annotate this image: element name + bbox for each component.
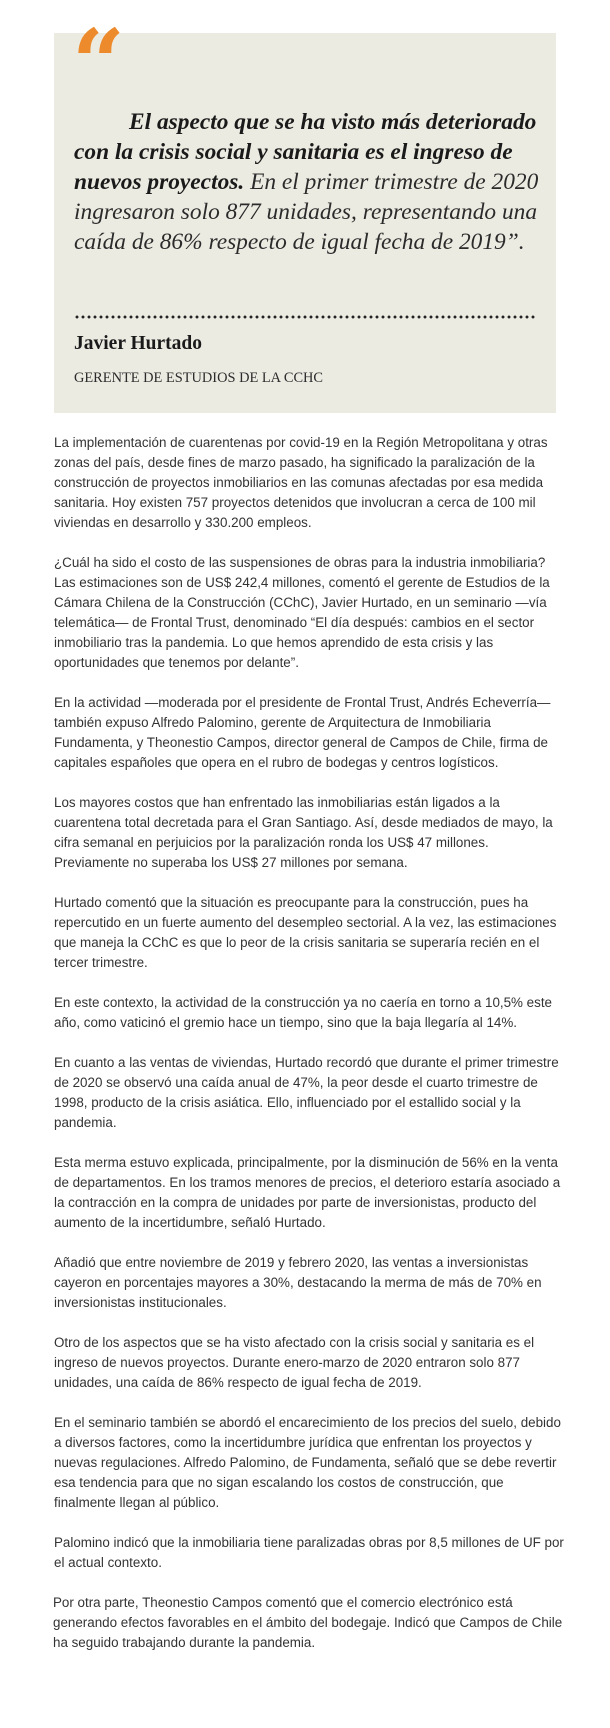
- article-paragraph: Por otra parte, Theonestio Campos comentó que el comercio electrónico está generando efectos favorables en el ámbito del bodegaje. Indicó que Campos de Chile ha seguido trabajando durante la pandemia.: [53, 1595, 563, 1650]
- article-paragraph: Esta merma estuvo explicada, principalmente, por la disminución de 56% en la venta de departamentos. En los tramos menores de precios, el deterioro estaría asociado a la contracción en la compra de unidades por parte de inversionistas, producto del aumento de la incertidumbre, señaló Hurtado.: [54, 1155, 561, 1230]
- dotted-divider: [74, 315, 536, 319]
- article-body: [54, 433, 564, 1673]
- quote-author-title: GERENTE DE ESTUDIOS DE LA CCHC: [74, 370, 324, 386]
- article-paragraph: Añadió que entre noviembre de 2019 y febrero 2020, las ventas a inversionistas cayeron en porcentajes mayores a 30%, destacando la merma de más de 70% en inversionistas institucionales.: [54, 1255, 542, 1310]
- article-paragraph: En la actividad —moderada por el presidente de Frontal Trust, Andrés Echeverría— también expuso Alfredo Palomino, gerente de Arquitectura de Inmobiliaria Fundamenta, y Theonestio Campos, director general de Campos de Chile, firma de capitales españoles que opera en el rubro de bodegas y centros logísticos.: [54, 695, 551, 770]
- quote-open-icon: “: [72, 9, 125, 117]
- article-paragraph: Otro de los aspectos que se ha visto afectado con la crisis social y sanitaria es el ingreso de nuevos proyectos. Durante enero-marzo de 2020 entraron solo 877 unidades, una caída de 86% respecto de igual fecha de 2019.: [54, 1335, 535, 1390]
- article-paragraph: Hurtado comentó que la situación es preocupante para la construcción, pues ha repercutido en un fuerte aumento del desempleo sectorial. A la vez, las estimaciones que maneja la CChC es que lo peor de la crisis sanitaria se superaría recién en el tercer trimestre.: [54, 895, 557, 970]
- article-paragraph: La implementación de cuarentenas por covid-19 en la Región Metropolitana y otras zonas del país, desde fines de marzo pasado, ha significado la paralización de la construcción de proyectos inmobiliarios en las comunas afectadas por esa medida sanitaria. Hoy existen 757 proyectos detenidos que involucran a cerca de 100 mil viviendas en desarrollo y 330.200 empleos.: [54, 435, 548, 530]
- quote-author-name: Javier Hurtado: [74, 333, 203, 354]
- quote-text: [74, 107, 542, 257]
- article-paragraph: Los mayores costos que han enfrentado las inmobiliarias están ligados a la cuarentena total decretada para el Gran Santiago. Así, desde mediados de mayo, la cifra semanal en perjuicios por la paralización ronda los US$ 47 millones. Previamente no superaba los US$ 27 millones por semana.: [54, 795, 553, 870]
- quote-italic-text: En el primer trimestre de 2020 ingresaron solo 877 unidades, representando una caída de 86% respecto de igual fecha de 2019”.: [74, 169, 539, 255]
- quote-bold-text: El aspecto que se ha visto más deteriorado con la crisis social y sanitaria es el ingreso de nuevos proyectos.: [74, 109, 537, 195]
- article-paragraph: Palomino indicó que la inmobiliaria tiene paralizadas obras por 8,5 millones de UF por el actual contexto.: [54, 1535, 564, 1570]
- article-paragraph: En el seminario también se abordó el encarecimiento de los precios del suelo, debido a diversos factores, como la incertidumbre jurídica que enfrentan los proyectos y nuevas regulaciones. Alfredo Palomino, de Fundamenta, señaló que se debe revertir esa tendencia para que no sigan escalando los costos de construcción, que finalmente llegan al público.: [54, 1415, 561, 1510]
- pull-quote-box: [54, 9, 556, 413]
- article-paragraph: En cuanto a las ventas de viviendas, Hurtado recordó que durante el primer trimestre de 2020 se observó una caída anual de 47%, la peor desde el cuarto trimestre de 1998, producto de la crisis asiática. Ello, influenciado por el estallido social y la pandemia.: [54, 1055, 559, 1130]
- article-paragraph: En este contexto, la actividad de la construcción ya no caería en torno a 10,5% este año, como vaticinó el gremio hace un tiempo, sino que la baja llegaría al 14%.: [54, 995, 552, 1030]
- article-paragraph: ¿Cuál ha sido el costo de las suspensiones de obras para la industria inmobiliaria? Las estimaciones son de US$ 242,4 millones, comentó el gerente de Estudios de la Cámara Chilena de la Construcción (CChC), Javier Hurtado, en un seminario —vía telemática— de Frontal Trust, denominado “El día después: cambios en el sector inmobiliario tras la pandemia. Lo que hemos aprendido de esta crisis y las oportunidades que tenemos por delante”.: [54, 555, 550, 670]
